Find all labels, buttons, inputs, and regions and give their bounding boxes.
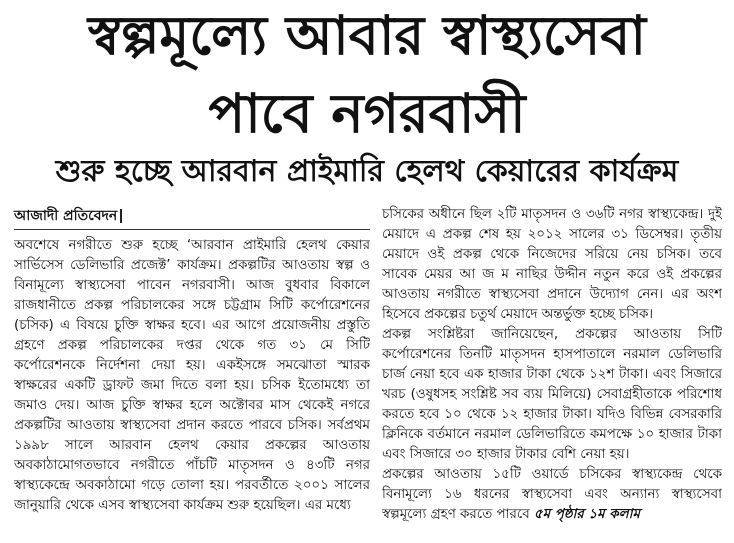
continuation-jump-line: ৫ম পৃষ্ঠার ১ম কলাম (533, 507, 640, 522)
article-column-right (382, 205, 722, 539)
text-cursor (120, 209, 122, 223)
byline-text: আজাদী প্রতিবেদন (14, 208, 118, 224)
article-column-left (14, 236, 370, 536)
headline-line-1: স্বল্পমূল্যে আবার স্বাস্থ্যসেবা (87, 4, 646, 67)
right-paragraph-last (382, 465, 722, 525)
left-paragraph: অবশেষে নগরীতে শুরু হচ্ছে ‘আরবান প্রাইমারি হেলথ কেয়ার সার্ভিসেস ডেলিভারি প্রজেক্ট’ কার্যক্রম। প্রকল্পটির আওতায় স্বল্প ও বিনামূল্যে স্বাস্থ্যসেবা পাবেন নগরবাসী। আজ বুধবার বিকালে রাজধানীতে প্রকল্প পরিচালকের সঙ্গে চট্টগ্রাম সিটি কর্পোরেশনের (চসিক) এ বিষয়ে চুক্তি স্বাক্ষর হবে। এর আগে প্রয়োজনীয় প্রস্তুতি গ্রহণে প্রকল্প পরিচালকের দপ্তর থেকে গত ৩১ মে সিটি কর্পোরেশনকে নির্দেশনা দেয়া হয়। একইসঙ্গে সমঝোতা স্মারক স্বাক্ষরের একটি ড্রাফট জমা দিতে বলা হয়। চসিক ইতোমধ্যে তা জমাও দেয়। আজ চুক্তি স্বাক্ষর হলে অক্টোবর মাস থেকেই নগরে প্রকল্পটির আওতায় স্বাস্থ্যসেবা প্রদান করতে পারবে চসিক। সর্বপ্রথম ১৯৯৮ সালে আরবান হেলথ কেয়ার প্রকল্পের আওতায় অবকাঠামোগতভাবে নগরীতে পাঁচটি মাতৃসদন ও ৪৩টি নগর স্বাস্থ্যকেন্দ্রে অবকাঠামো গড়ে তোলা হয়। পরবর্তীতে ২০০১ সালের জানুয়ারি থেকে এসব স্বাস্থ্যসেবা কার্যক্রম শুরু হয়েছিল। এর মধ্যে (14, 238, 370, 513)
right-paragraph: প্রকল্প সংশ্লিষ্টরা জানিয়েছেন, প্রকল্পের আওতায় সিটি কর্পোরেশনের তিনটি মাতৃসদন হাসপাতালে নরমাল ডেলিভারি চার্জ নেয়া হবে এক হাজার টাকা থেকে ১২শ টাকা। এবং সিজারে খরচ (ওষুধসহ সংশ্লিষ্ট সব ব্যয় মিলিয়ে) সেবাগ্রহীতাকে পরিশোধ করতে হবে ১০ থেকে ১২ হাজার টাকা। যদিও বিভিন্ন বেসরকারি ক্লিনিকে বর্তমানে নরমাল ডেলিভারিতে কমপক্ষে ১০ হাজার টাকা এবং সিজারে ৩০ হাজার টাকার বেশি নেয়া হয়। (382, 327, 722, 462)
right-paragraph-text: প্রকল্পের আওতায় ১৫টি ওয়ার্ডে চসিকের স্বাস্থ্যকেন্দ্র থেকে বিনামূল্যে ১৬ ধরনের স্বাস্থ্যসেবা এবং অন্যান্য স্বাস্থ্যসেবা স্বল্পমূল্যে গ্রহণ করতে পারবে (382, 467, 722, 522)
right-paragraph: চসিকের অধীনে ছিল ২টি মাতৃসদন ও ৩৬টি নগর স্বাস্থ্যকেন্দ্র। দুই মেয়াদে এ প্রকল্প শেষ হয় ২০১২ সালের ৩১ ডিসেম্বর। তৃতীয় মেয়াদে ওই প্রকল্প থেকে নিজেদের সরিয়ে নেয় চসিক। তবে সাবেক মেয়র আ জ ম নাছির উদ্দীন নতুন করে ওই প্রকল্পের আওতায় নগরীতে স্বাস্থ্যসেবা প্রদানে উদ্যোগ নেন। এর অংশ হিসেবে প্রকল্পের চতুর্থ মেয়াদে অন্তর্ভুক্ত হচ্ছে চসিক। (382, 207, 722, 322)
byline-divider (14, 229, 370, 230)
subheadline: শুরু হচ্ছে আরবান প্রাইমারি হেলথ কেয়ারের কার্যক্রম (55, 154, 679, 189)
headline-line-2: পাবে নগরবাসী (208, 82, 526, 145)
byline (14, 207, 122, 225)
